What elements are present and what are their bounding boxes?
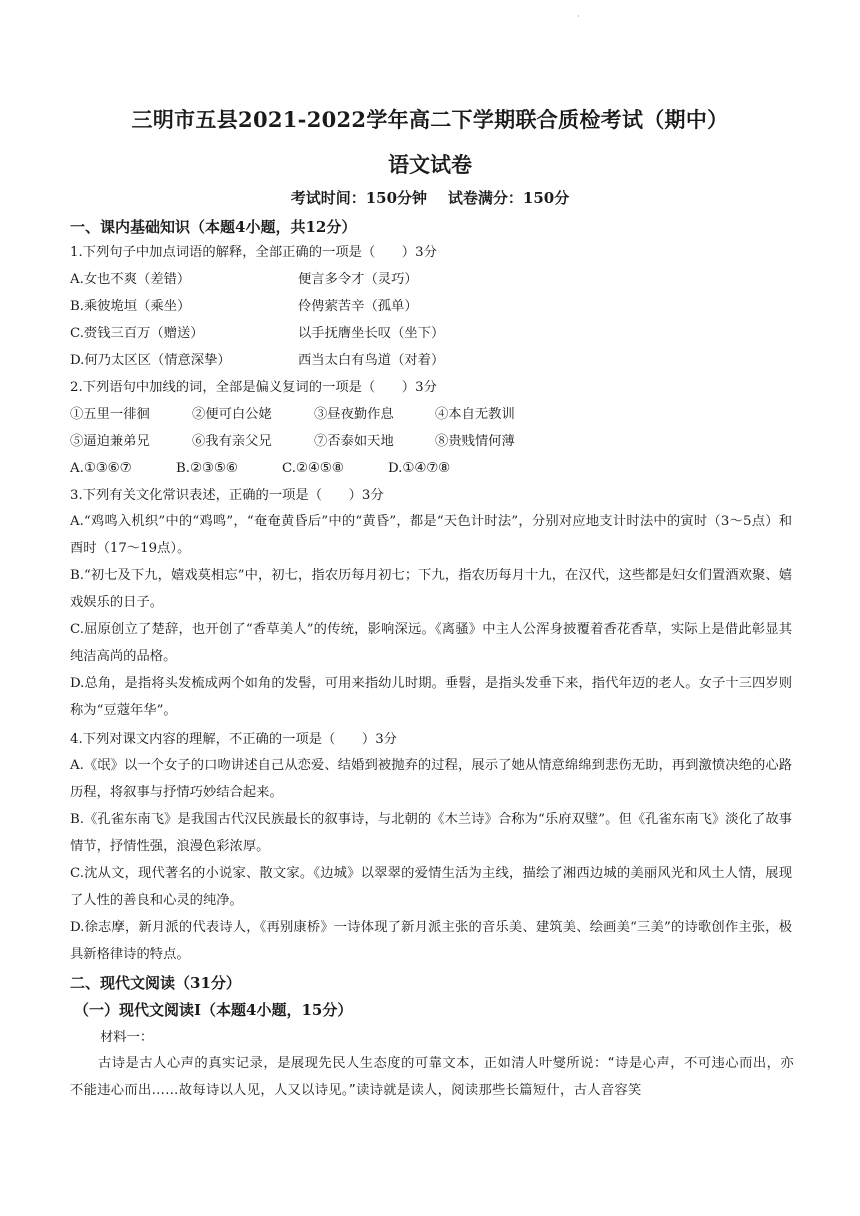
q3-option-d: D.总角，是指将头发梳成两个如角的发髻，可用来指幼儿时期。垂髫，是指头发垂下来，指代年迈的老人。女子十三四岁则称为“豆蔻年华”。 [70,676,792,718]
q4-stem: 4.下列对课文内容的理解，不正确的一项是（ ）3分 [70,732,397,747]
q4-option-d: D.徐志摩，新月派的代表诗人，《再别康桥》一诗体现了新月派主张的音乐美、建筑美、绘画美“三美”的诗歌创作主张，极具新格律诗的特点。 [70,920,792,962]
q2-item-8: ⑧贵贱情何薄 [435,434,515,449]
q2-answer-b: B.②③⑤⑥ [176,461,238,476]
q1-option-d-left: D.何乃太区区（情意深挚） [70,353,231,368]
q3-stem: 3.下列有关文化常识表述，正确的一项是（ ）3分 [70,488,384,503]
section-2-heading: 二、现代文阅读（31分） [70,974,241,992]
q2-item-5: ⑤逼迫兼弟兄 [70,434,150,449]
q1-option-b-left: B.乘彼垝垣（乘坐） [70,299,191,314]
q2-answer-d: D.①④⑦⑧ [388,461,451,476]
q2-item-6: ⑥我有亲父兄 [192,434,272,449]
scan-dot: · [577,12,580,21]
q1-option-a-right: 便言多令才（灵巧） [298,272,418,287]
q2-item-4: ④本自无教训 [435,407,515,422]
q2-item-3: ③昼夜勤作息 [314,407,394,422]
section-1-heading: 一、课内基础知识（本题4小题，共12分） [70,218,357,236]
q3-option-b: B.“初七及下九，嬉戏莫相忘”中，初七，指农历每月初七；下九，指农历每月十九，在汉代，这些都是妇女们置酒欢聚、嬉戏娱乐的日子。 [70,568,792,610]
q3-option-a: A.“鸡鸣入机织”中的“鸡鸣”，“奄奄黄昏后”中的“黄昏”，都是“天色计时法”，分别对应地支计时法中的寅时（3～5点）和酉时（17～19点）。 [70,514,792,556]
q4-option-b: B.《孔雀东南飞》是我国古代汉民族最长的叙事诗，与北朝的《木兰诗》合称为“乐府双璧”。但《孔雀东南飞》淡化了故事情节，抒情性强，浪漫色彩浓厚。 [70,812,792,854]
exam-info: 考试时间：150分钟 试卷满分：150分 [290,189,570,207]
q1-option-c-right: 以手抚膺坐长叹（坐下） [298,326,445,341]
q1-option-a-left: A.女也不爽（差错） [70,272,191,287]
q2-answer-a: A.①③⑥⑦ [70,461,132,476]
material-text: 古诗是古人心声的真实记录，是展现先民人生态度的可靠文本，正如清人叶燮所说：“诗是心声，不可违心而出，亦不能违心而出……故每诗以人见，人又以诗见。”读诗就是读人，阅读那些长篇短什，古人音容笑 [70,1056,794,1098]
q2-item-1: ①五里一徘徊 [70,407,150,422]
q1-option-b-right: 伶俜萦苦辛（孤单） [298,299,418,314]
q2-answer-c: C.②④⑤⑧ [282,461,344,476]
q2-item-7: ⑦否泰如天地 [314,434,394,449]
material-label: 材料一： [100,1030,154,1045]
q2-item-2: ②便可白公姥 [192,407,272,422]
q1-option-c-left: C.赍钱三百万（赠送） [70,326,204,341]
q3-option-c: C.屈原创立了楚辞，也开创了“香草美人”的传统，影响深远。《离骚》中主人公浑身披覆着香花香草，实际上是借此彰显其纯洁高尚的品格。 [70,622,792,664]
q1-stem: 1.下列句子中加点词语的解释，全部正确的一项是（ ）3分 [70,245,437,260]
exam-title: 三明市五县2021-2022学年高二下学期联合质检考试（期中） [131,107,729,132]
section-2-subheading: （一）现代文阅读Ⅰ（本题4小题，15分） [74,1001,353,1019]
q4-option-c: C.沈从文，现代著名的小说家、散文家。《边城》以翠翠的爱情生活为主线，描绘了湘西边城的美丽风光和风土人情，展现了人性的善良和心灵的纯净。 [70,866,792,908]
q1-option-d-right: 西当太白有鸟道（对着） [298,353,445,368]
q4-option-a: A.《氓》以一个女子的口吻讲述自己从恋爱、结婚到被抛弃的过程，展示了她从情意绵绵到悲伤无助，再到激愤决绝的心路历程，将叙事与抒情巧妙结合起来。 [70,758,792,800]
q2-stem: 2.下列语句中加线的词，全部是偏义复词的一项是（ ）3分 [70,380,437,395]
exam-subtitle: 语文试卷 [388,152,472,177]
